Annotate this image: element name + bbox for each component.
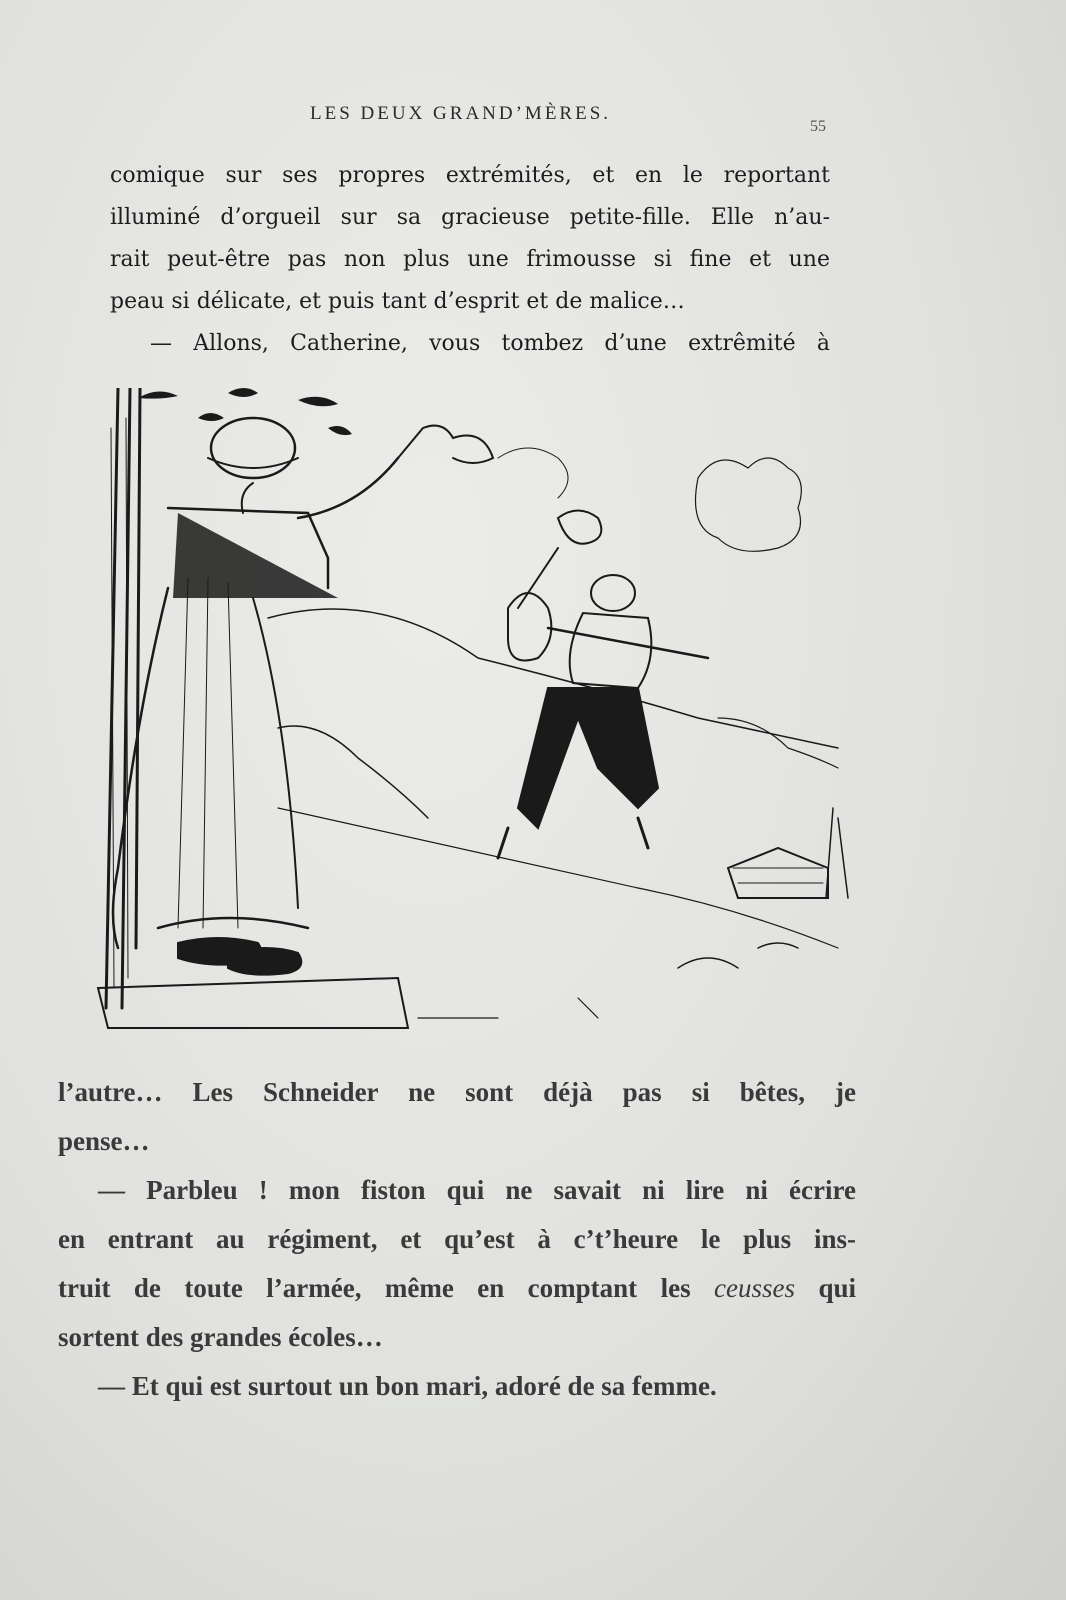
text-line: — Parbleu ! mon fiston qui ne savait ni lire ni écrire bbox=[98, 1175, 856, 1205]
woman-figure bbox=[98, 418, 493, 1028]
text-line: — Et qui est surtout un bon mari, adoré de sa femme. bbox=[98, 1371, 717, 1401]
text-block-top bbox=[110, 155, 830, 365]
cloud bbox=[696, 458, 802, 551]
illustration bbox=[78, 388, 858, 1048]
text-segment: qui bbox=[795, 1273, 856, 1303]
tree-leaves bbox=[138, 388, 352, 435]
text-line: pense… bbox=[58, 1126, 150, 1156]
text-line: — Allons, Catherine, vous tombez d’une extrêmité à bbox=[150, 331, 830, 356]
boy-figure bbox=[498, 511, 708, 859]
chalet bbox=[728, 848, 828, 898]
boy-trousers bbox=[518, 688, 658, 828]
text-block-bottom bbox=[58, 1068, 856, 1411]
page-number: 55 bbox=[810, 118, 826, 135]
stone-step bbox=[98, 978, 408, 1028]
clogs bbox=[178, 938, 301, 975]
running-title: LES DEUX GRAND’MÈRES. bbox=[310, 103, 612, 124]
italic-word: ceusses bbox=[714, 1273, 796, 1303]
text-segment: truit de toute l’armée, même en comptant les bbox=[58, 1273, 715, 1303]
text-line: comique sur ses propres extrémités, et en le reportant bbox=[110, 163, 830, 188]
text-line: l’autre… Les Schneider ne sont déjà pas si bêtes, je bbox=[58, 1077, 856, 1107]
text-line: peau si délicate, et puis tant d’esprit et de malice… bbox=[110, 289, 685, 314]
text-line bbox=[58, 1264, 856, 1313]
text-line: sortent des grandes écoles… bbox=[58, 1322, 383, 1352]
text-line: illuminé d’orgueil sur sa gracieuse petite-fille. Elle n’au- bbox=[110, 205, 830, 230]
text-line: rait peut-être pas non plus une frimousse si fine et une bbox=[110, 247, 830, 272]
cloud bbox=[498, 448, 568, 498]
text-line: en entrant au régiment, et qu’est à c’t’heure le plus ins- bbox=[58, 1224, 856, 1254]
